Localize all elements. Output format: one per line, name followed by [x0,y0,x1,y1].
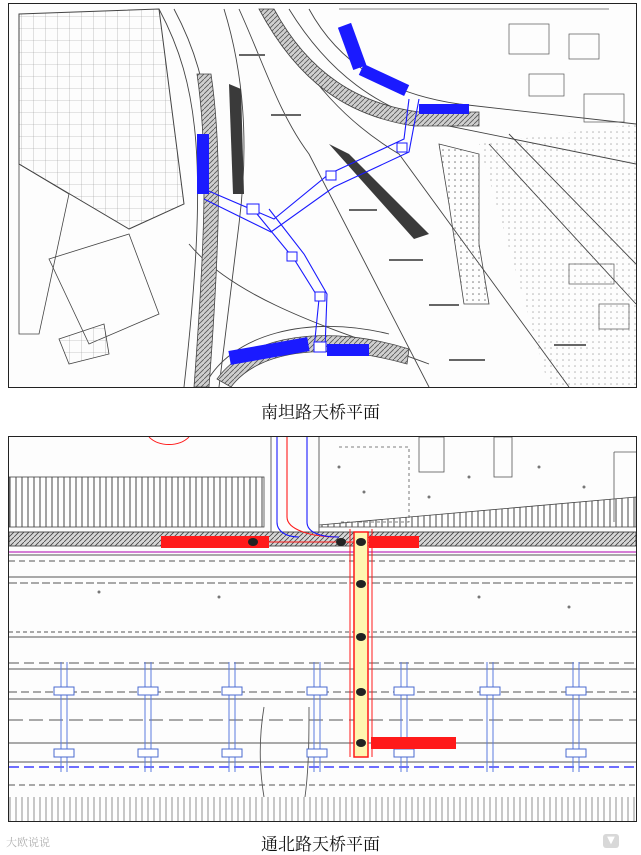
watermark: 大欧说说 [6,836,50,849]
corner-arrow-icon: ▼ [603,834,619,848]
striped-band [9,477,636,821]
nantan-road-plan [8,3,637,388]
caption-nantan: 南坦路天桥平面 [261,403,380,423]
embankments [194,9,636,387]
crossing-lines [277,437,339,537]
tongbei-road-plan [8,436,637,822]
grid-block [19,9,184,364]
caption-tongbei: 通北路天桥平面 [261,835,380,855]
bridge-supports [248,538,366,747]
nantan-road-drawing [9,4,636,387]
tongbei-road-drawing [9,437,636,821]
